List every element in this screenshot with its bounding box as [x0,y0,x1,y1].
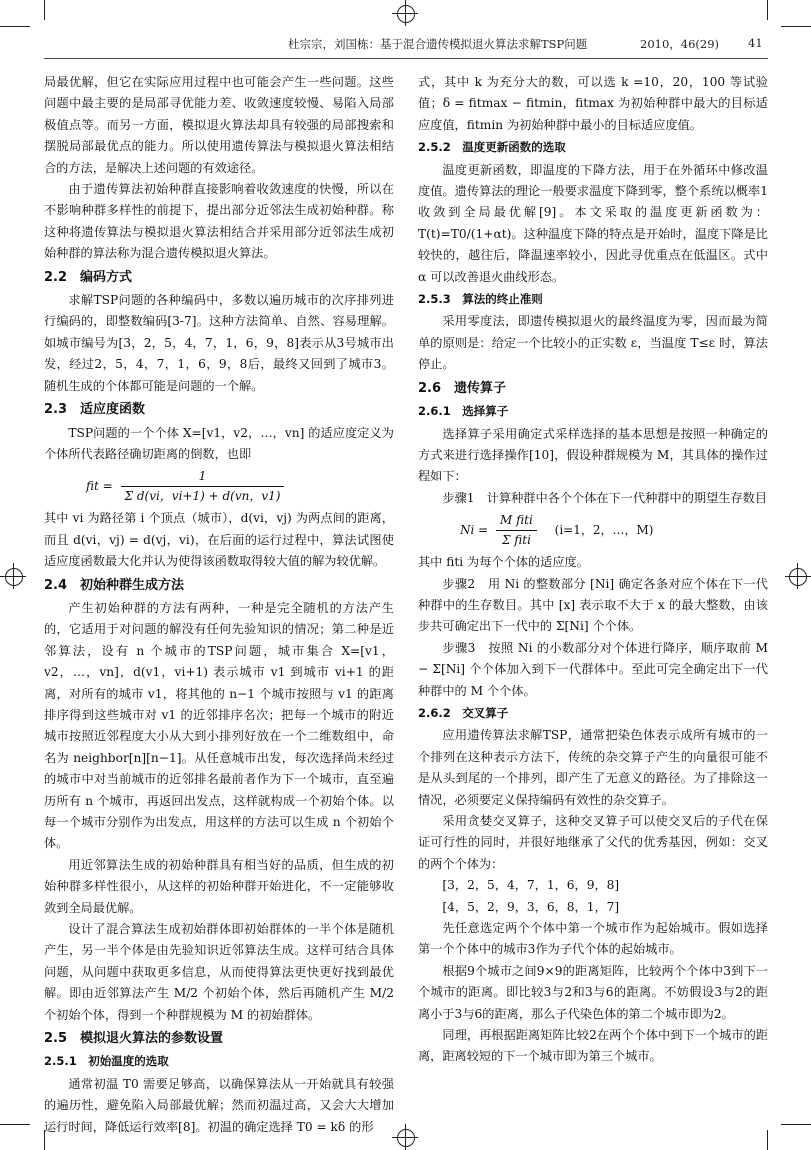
paragraph: 求解TSP问题的各种编码中，多数以遍历城市的次序排列进行编码的，即整数编码[3-7]。这种方法简单、自然、容易理解。如城市编号为[3，2，5，4，7，1，6，9，8]表示从3号城市出发，经过2，5，4，7，1，6，9，8后，最终又回到了城市3。随机生成的个体都可能是问题的一个解。 [44,293,394,393]
formula-numerator: M fiti [496,511,537,531]
right-column [418,72,768,1068]
subsection-heading: 2.6.2 交叉算子 [418,705,509,720]
step-paragraph: 步骤3 按照 Ni 的小数部分对个体进行降序，顺序取前 M − Σ[Ni] 个个体加入到下一代群体中。至此可完全确定出下一代种群中的 M 个个体。 [418,640,768,698]
paragraph: 产生初始种群的方法有两种，一种是完全随机的方法产生的，它适用于对问题的解没有任何先验知识的情况；第二种是近邻算法，设有 n 个城市的TSP问题，城市集合 X=[v1，v2，…，vn]，d(v1，vi+1) 表示城市 v1 到城市 vi+1 的距离，对所有的城市 v1，将其他的 n−1 个城市按照与 v1 的距离排序得到这些城市对 v1 的近邻排序名次；把每一个城市的附近城市按照近邻程度大小从大到小排列好放在一个二维数组中，命名为 neighbor[n][n−1]。从任意城市出发，每次选择尚未经过的城市中对当前城市的近邻排名最前者作为下一个城市，直至遍历所有 n 个城市，再返回出发点，这样就构成一个初始个体。以每一个城市分别作为出发点，用这样的方法可以生成 n 个初始个体。 [44,600,394,851]
paragraph: 根据9个城市之间9×9的距离矩阵，比较两个个体中3到下一个城市的距离。即比较3与2和3与6的距离。不妨假设3与2的距离小于3与6的距离，那么子代染色体的第二个城市即为2。 [418,963,768,1021]
paragraph: 其中 fiti 为每个个体的适应度。 [418,555,589,570]
crop-line [767,1130,768,1150]
section-heading: 2.3 适应度函数 [44,402,146,418]
paragraph: 式，其中 k 为充分大的数，可以选 k =10，20，100 等试验值；δ = fitmax − fitmin，fitmax 为初始种群中最大的目标适应度值，fitmin 为初始种群中最小的目标适应度值。 [418,75,768,132]
page-number: 41 [748,36,763,50]
section-heading: 2.5 模拟退火算法的参数设置 [44,1031,224,1047]
formula-denominator: Σ fiti [501,533,531,548]
formula-condition: (i=1，2，…，M) [554,523,654,538]
registration-circle-bottom [397,1129,415,1147]
formula-lhs: fit = [86,479,113,494]
header-rule [44,58,768,59]
fitness-formula [44,465,394,508]
registration-circle-left [5,568,23,586]
selection-formula [418,509,768,552]
paragraph: 用近邻算法生成的初始种群具有相当好的品质，但生成的初始种群多样性很小，从这样的初始种群开始进化，不一定能够收敛到全局最优解。 [44,857,394,915]
formula-lhs: Ni = [460,523,489,538]
running-header [0,36,811,56]
example-sequence: [4，5，2，9，3，6，8，1，7] [442,899,620,914]
crop-line [781,1124,811,1125]
paragraph: 应用遗传算法求解TSP，通常把染色体表示成所有城市的一个排列在这种表示方法下，传统的杂交算子产生的向量很可能不是从头到尾的一个排列，即产生了无意义的路径。为了排除这一情况，必须要定义保持编码有效性的杂交算子。 [418,728,768,807]
paragraph: 选择算子采用确定式采样选择的基本思想是按照一种确定的方式来进行选择操作[10]，假设种群规模为 M，其具体的操作过程如下： [418,426,768,484]
paragraph: 同理，再根据距离矩阵比较2在两个个体中到下一个城市的距离，距离较短的下一个城市即为第三个城市。 [418,1028,768,1064]
paragraph: 设计了混合算法生成初始群体即初始群体的一半个体是随机产生，另一半个体是由先验知识近邻算法生成。这样可结合具体问题，从问题中获取更多信息，从而使得算法更快更好找到最优解。即由近邻算法产生 M/2 个初始个体，然后再随机产生 M/2 个初始个体，得到一个种群规模为 M 的初始群体。 [44,922,394,1022]
formula-denominator: Σ d(vi，vi+1) + d(vn，v1) [124,489,281,504]
example-sequence: [3，2，5，4，7，1，6，9，8] [442,878,620,893]
left-column [44,72,394,1138]
paragraph: 其中 vi 为路径第 i 个顶点（城市），d(vi，vj) 为两点间的距离，而且 d(vi，vj) = d(vj，vi)，在后面的运行过程中，算法试图使适应度函数最大化并认为使得该函数取得较大值的解为较优解。 [44,511,394,569]
paragraph: 采用贪婪交叉算子，这种交叉算子可以使交叉后的子代在保证可行性的同时，并很好地继承了父代的优秀基因，例如：交叉的两个个体为： [418,814,768,871]
section-heading: 2.6 遗传算子 [418,380,507,396]
subsection-heading: 2.6.1 选择算子 [418,404,509,419]
registration-circle-top [397,5,415,23]
paragraph: 由于遗传算法初始种群直接影响着收敛速度的快慢，所以在不影响种群多样性的前提下，提出部分近邻法生成初始种群。称这种将遗传算法与模拟退火算法相结合并采用部分近邻法生成初始种群的算法称为混合遗传模拟退火算法。 [44,182,394,261]
section-heading: 2.2 编码方式 [44,269,133,285]
running-title: 杜宗宗，刘国栋：基于混合遗传模拟退火算法求解TSP问题 [288,37,588,51]
step-paragraph: 步骤1 计算种群中各个个体在下一代种群中的期望生存数目 [442,490,768,505]
step-paragraph: 步骤2 用 Ni 的整数部分 [Ni] 确定各条对应个体在下一代种群中的生存数目。其中 [x] 表示取不大于 x 的最大整数，由该步共可确定出下一代中的 Σ[Ni] 个个体。 [418,576,768,634]
paragraph: 通常初温 T0 需要足够高，以确保算法从一开始就具有较强的遍历性，避免陷入局部最优解；然而初温过高，又会大大增加运行时间，降低运行效率[8]。初温的确定选择 T0 = kδ 的形 [44,1076,394,1134]
paragraph: TSP问题的一个个体 X=[v1，v2，…，vn] 的适应度定义为个体所代表路径确切距离的倒数，也即 [44,425,394,461]
crop-line [0,1124,30,1125]
section-heading: 2.4 初始种群生成方法 [44,577,185,593]
crop-line [0,26,30,27]
subsection-heading: 2.5.3 算法的终止准则 [418,292,543,307]
formula-numerator: 1 [121,467,285,487]
paragraph: 温度更新函数，即温度的下降方法，用于在外循环中修改温度值。遗传算法的理论一般要求温度下降到零，整个系统以概率1收敛到全局最优解[9]。本文采取的温度更新函数为：T(t)=T0/(1+αt)。这种温度下降的特点是开始时，温度下降是比较快的，越往后，降温速率较小，因此寻优重点在低温区。式中 α 可以改善退火曲线形态。 [418,162,768,284]
formula-fraction [121,467,285,506]
subsection-heading: 2.5.2 温度更新函数的选取 [418,140,566,155]
paragraph: 局最优解，但它在实际应用过程中也可能会产生一些问题。这些问题中最主要的是局部寻优能力差、收敛速度较慢、易陷入局部极值点等。而另一方面，模拟退火算法却具有较强的局部搜索和摆脱局部最优点的能力。所以使用遗传算法与模拟退火算法相结合的方法，是解决上述问题的有效途径。 [44,75,394,175]
paragraph: 采用零度法，即遗传模拟退火的最终温度为零，因而最为简单的原则是：给定一个比较小的正实数 ε，当温度 T≤ε 时，算法停止。 [418,314,768,372]
crop-line [44,0,45,20]
subsection-heading: 2.5.1 初始温度的选取 [44,1054,169,1069]
registration-circle-right [789,568,807,586]
crop-line [781,26,811,27]
formula-fraction [496,511,537,550]
journal-info: 2010，46(29) [640,37,720,51]
paragraph: 先任意选定两个个体中第一个城市作为起始城市。假如选择第一个个体中的城市3作为子代个体的起始城市。 [418,921,768,957]
crop-line [767,0,768,20]
